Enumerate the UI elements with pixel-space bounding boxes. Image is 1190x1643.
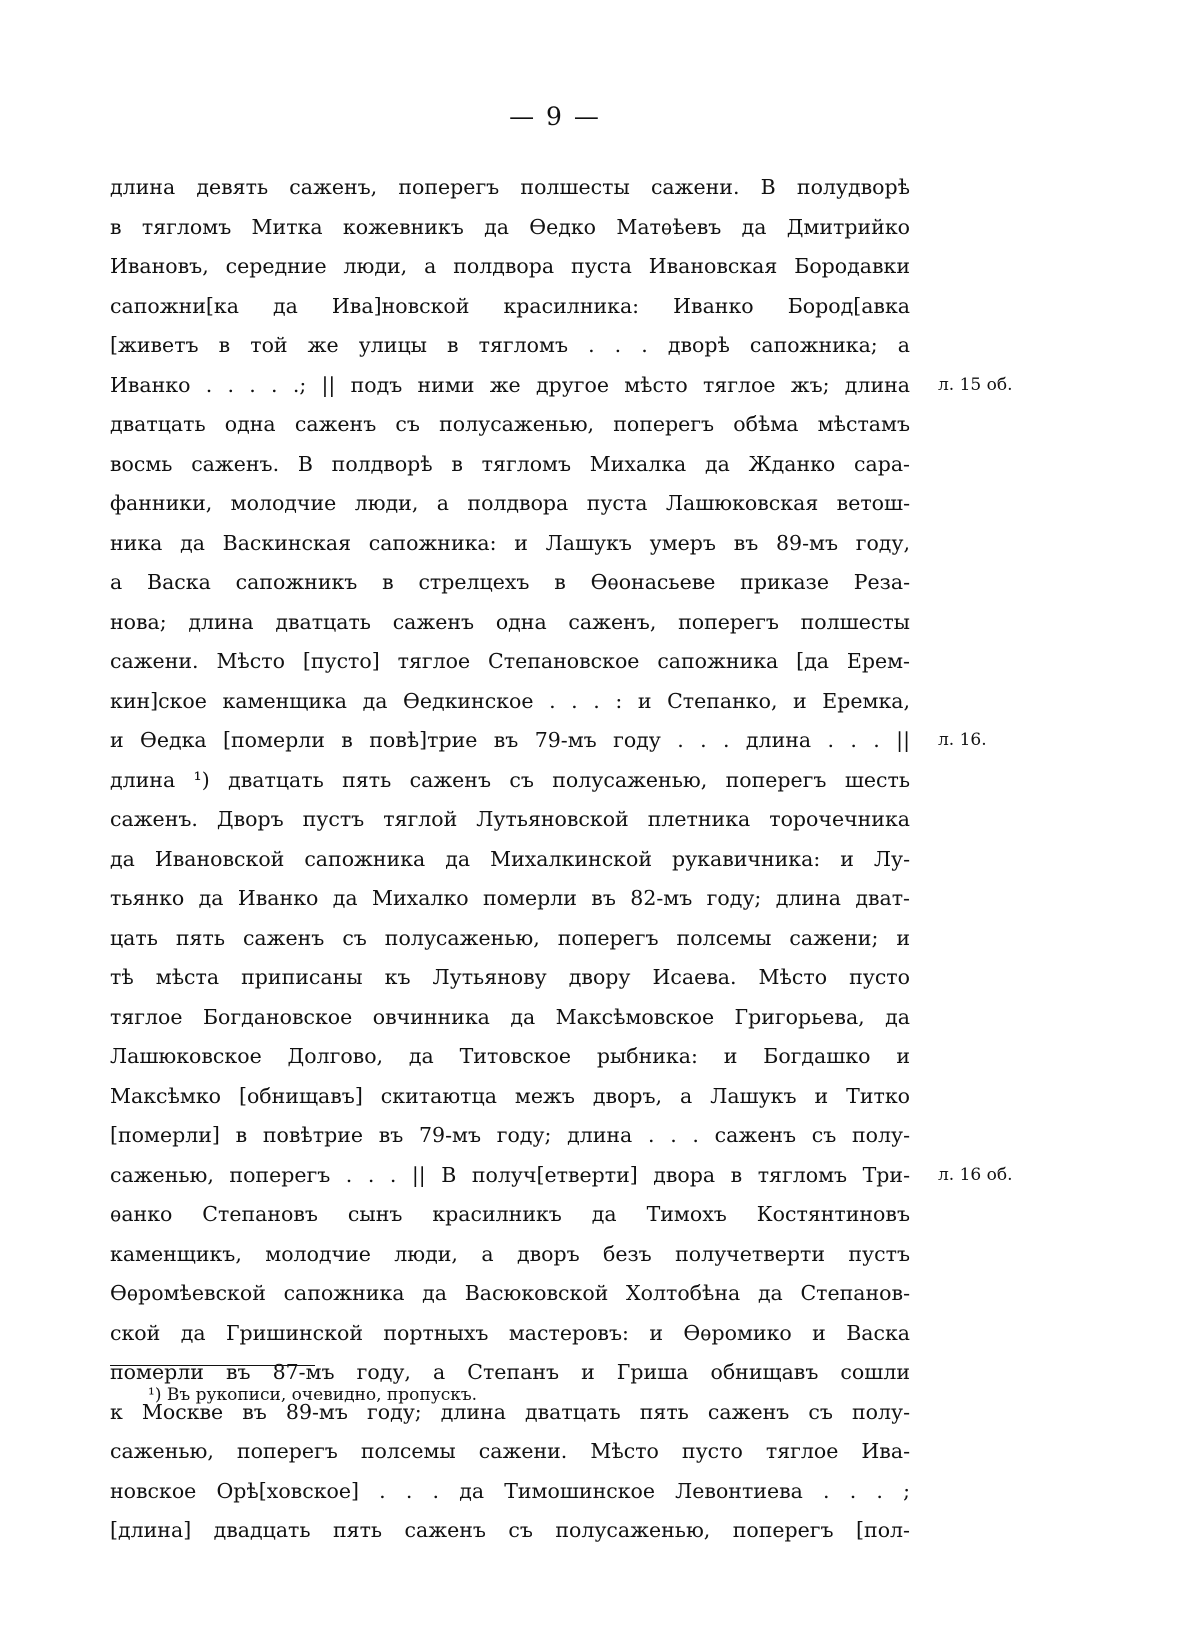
text-line: длина девять саженъ, поперегъ полшесты сажени. В полудворѣ bbox=[110, 175, 910, 199]
text-line: фанники, молодчие люди, а полдвора пуста Лашюковская ветош- bbox=[110, 491, 910, 515]
text-line: дватцать одна саженъ съ полусаженью, поперегъ обѣма мѣстамъ bbox=[110, 412, 910, 436]
text-line: да Ивановской сапожника да Михалкинской рукавичника: и Лу- bbox=[110, 846, 910, 871]
text-line: нова; длина дватцать саженъ одна саженъ, поперегъ полшесты bbox=[110, 609, 910, 634]
text-line: [длина] двадцать пять саженъ съ полусаженью, поперегъ [пол- bbox=[110, 1518, 910, 1542]
text-line: ѳанко Степановъ сынъ красилникъ да Тимохъ Костянтиновъ bbox=[110, 1202, 910, 1226]
text-line: саженью, поперегъ полсемы сажени. Мѣсто пусто тяглое Ива- bbox=[110, 1439, 910, 1463]
text-line: ской да Гришинской портныхъ мастеровъ: и Ѳѳромико и Васка bbox=[110, 1320, 910, 1345]
text-line: саженъ. Дворъ пустъ тяглой Лутьяновской плетника торочечника bbox=[110, 807, 910, 831]
text-line: новское Орѣ[ховское] . . . да Тимошинское Левонтиева . . . ; bbox=[110, 1478, 910, 1503]
text-line: а Васка сапожникъ в стрелцехъ в Ѳѳонасьеве приказе Реза- bbox=[110, 570, 910, 594]
text-line: длина ¹) дватцать пять саженъ съ полусаженью, поперегъ шесть bbox=[110, 767, 910, 792]
margin-note: л. 16. bbox=[938, 730, 987, 750]
text-line: тѣ мѣста приписаны къ Лутьянову двору Исаева. Мѣсто пусто bbox=[110, 965, 910, 989]
text-line: [померли] в повѣтрие въ 79-мъ году; длина . . . саженъ съ полу- bbox=[110, 1123, 910, 1147]
margin-note: л. 16 об. bbox=[938, 1164, 1013, 1185]
text-line: Лашюковское Долгово, да Титовское рыбника: и Богдашко и bbox=[110, 1044, 910, 1068]
text-line: тяглое Богдановское овчинника да Максѣмовское Григорьева, да bbox=[110, 1004, 910, 1029]
text-line: ника да Васкинская сапожника: и Лашукъ умеръ въ 89-мъ году, bbox=[110, 530, 910, 555]
text-line: каменщикъ, молодчие люди, а дворъ безъ получетверти пустъ bbox=[110, 1241, 910, 1266]
text-line: саженью, поперегъ . . . || В получ[етверти] двора в тягломъ Три- bbox=[110, 1162, 910, 1187]
text-line: восмь саженъ. В полдворѣ в тягломъ Михалка да Жданко сара- bbox=[110, 451, 910, 476]
text-line: померли въ 87-мъ году, а Степанъ и Гриша обнищавъ сошли bbox=[110, 1360, 910, 1384]
footnote-text: Въ рукописи, очевидно, пропускъ. bbox=[166, 1385, 478, 1405]
margin-note: л. 15 об. bbox=[938, 374, 1013, 395]
page-number: — 9 — bbox=[509, 102, 601, 131]
text-line: в тягломъ Митка кожевникъ да Ѳедко Матѳѣевъ да Дмитрийко bbox=[110, 214, 910, 239]
text-line: Ивановъ, середние люди, а полдвора пуста Ивановская Бородавки bbox=[110, 254, 910, 278]
text-line: и Ѳедка [померли в повѣ]трие въ 79-мъ году . . . длина . . . || bbox=[110, 728, 910, 752]
text-line: [живетъ в той же улицы в тягломъ . . . дворѣ сапожника; а bbox=[110, 333, 910, 357]
footnote-marker: ¹) bbox=[148, 1385, 162, 1405]
text-line: цать пять саженъ съ полусаженью, поперегъ полсемы сажени; и bbox=[110, 925, 910, 950]
text-line: тьянко да Иванко да Михалко померли въ 82-мъ году; длина дват- bbox=[110, 886, 910, 910]
text-line: Максѣмко [обнищавъ] скитаютца межъ дворъ, а Лашукъ и Титко bbox=[110, 1083, 910, 1108]
text-line: к Москве въ 89-мъ году; длина дватцать пять саженъ съ полу- bbox=[110, 1399, 910, 1424]
text-line: кин]ское каменщика да Ѳедкинское . . . : и Степанко, и Еремка, bbox=[110, 688, 910, 713]
text-line: сапожни[ка да Ива]новской красилника: Иванко Бород[авка bbox=[110, 293, 910, 318]
text-line: Ѳѳромѣевской сапожника да Васюковской Холтобѣна да Степанов- bbox=[110, 1281, 910, 1305]
text-line: сажени. Мѣсто [пусто] тяглое Степановское сапожника [да Ерем- bbox=[110, 649, 910, 673]
footnote-divider bbox=[110, 1365, 315, 1366]
body-text bbox=[110, 168, 910, 1551]
footnote bbox=[148, 1385, 477, 1405]
text-line: Иванко . . . . .; || подъ ними же другое мѣсто тяглое жъ; длина bbox=[110, 372, 910, 397]
